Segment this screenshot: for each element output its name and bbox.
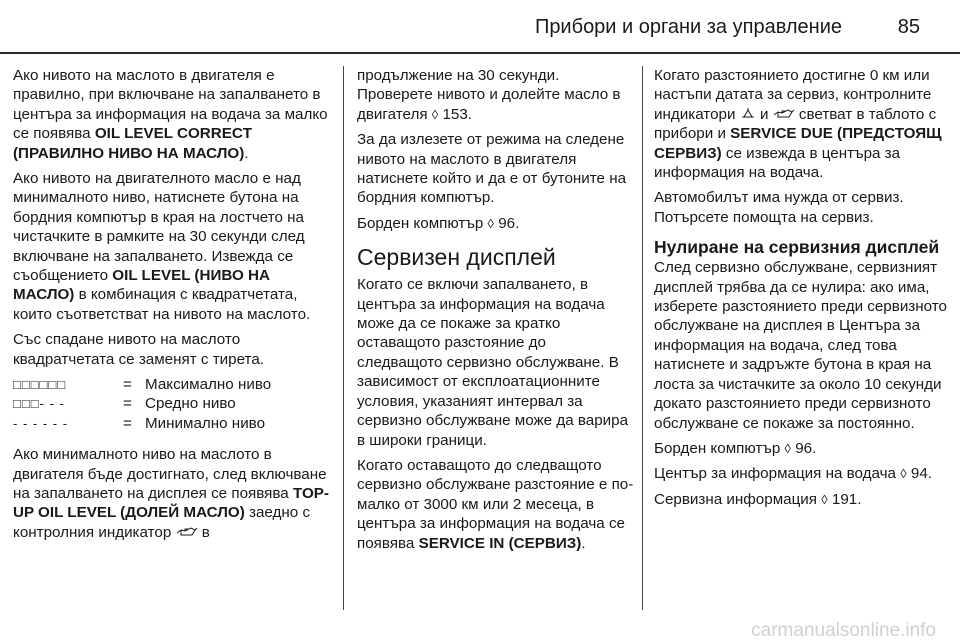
level-label: Максимално ниво [145,376,272,394]
page-ref-icon: ◊ [487,215,494,231]
paragraph: След сервизно обслужване, сервизният дисплей трябва да се нулира: ако има, изберете разстоянието преди сервизното обслужване на дисплея в Центъра за информация на водача, след това натиснете и задръжте бутона в края на лоста за чистачките за около 10 секунди докато разстоянието преди сервизното обслужване се покаже за постоянно. [654,259,948,432]
paragraph: Борден компютър ◊ 96. [357,214,520,232]
column-left [13,66,335,548]
paragraph: Ако минималното ниво на маслото в двигателя бъде достигнато, след включване на запалването на дисплея се появява TOP-UP OIL LEVEL (ДОЛЕЙ МАСЛО) заедно с контролния индикатор в [13,446,329,541]
display-message: OIL LEVEL (НИВО НА МАСЛО) [13,267,270,304]
page-ref-icon: ◊ [431,106,439,122]
page-reference[interactable]: 94 [910,465,928,483]
header-rule [0,52,960,54]
oil-pressure-icon [176,524,198,541]
page-ref-icon: ◊ [900,466,907,482]
level-symbol: □□□□□□ [13,377,67,393]
column-divider [642,66,643,610]
header-title: Прибори и органи за управление [534,16,842,38]
subsection-heading: Нулиране на сервизния дисплей [654,237,940,258]
level-label: Средно ниво [145,395,236,413]
level-label: Минимално ниво [145,414,266,432]
level-symbol: □□□- - - [13,396,65,412]
paragraph: Автомобилът има нужда от сервиз. Потърсете помощта на сервиз. [654,189,904,226]
page-reference[interactable]: 153 [442,105,468,123]
legend-row: □□□□□□ = Максимално ниво [13,376,272,394]
paragraph: Когато разстоянието достигне 0 км или настъпи датата за сервиз, контролните индикатори и светват в таблото с прибори и SERVICE DUE (ПРЕДСТОЯЩ СЕРВИЗ) се извежда в центъра за информация на водача. [654,67,942,182]
page-ref-icon: ◊ [821,491,828,507]
level-symbol: - - - - - - [13,415,69,431]
paragraph: Със спадане нивото на маслото квадратчетата се заменят с тирета. [13,331,265,368]
paragraph: Център за информация на водача ◊ 94. [654,465,933,483]
display-message: SERVICE DUE (ПРЕДСТОЯЩ СЕРВИЗ) [654,125,942,162]
oil-level-legend [13,375,335,433]
paragraph: Борден компютър ◊ 96. [654,439,817,457]
oil-pressure-icon [773,106,795,123]
display-message: OIL LEVEL CORRECT (ПРАВИЛНО НИВО НА МАСЛО) [13,125,253,162]
paragraph: Ако нивото на двигателното масло е над минималното ниво, натиснете бутона на бордния компютър в края на лостчето на чистачките в рамките на 30 секунди след включване на запалването. Извежда се съобщението OIL LEVEL (НИВО НА МАСЛО) в комбинация с квадратчетата, които съответстват на нивото на маслото. [13,170,311,323]
paragraph: Когато се включи запалването, в центъра за информация на водача може да се покаже за кратко оставащото разстояние до следващото сервизно обслужване. В зависимост от експлоатационните условия, указаният интервал за сервизно обслужване може да варира в широки граници. [357,276,629,449]
paragraph: За да излезете от режима на следене нивото на маслото в двигателя натиснете който и да е от бутоните на бордния компютър. [357,131,627,207]
page-ref-icon: ◊ [784,440,791,456]
legend-row: - - - - - - = Минимално ниво [13,414,266,432]
watermark: carmanualsonline.info [751,620,936,641]
section-heading: Сервизен дисплей [357,244,556,271]
paragraph: продължение на 30 секунди. Проверете нивото и долейте масло в двигателя ◊ 153. [357,67,621,123]
paragraph: Сервизна информация ◊ 191. [654,490,862,508]
wrench-icon [740,106,756,123]
page-number: 85 [897,16,920,38]
page-reference[interactable]: 96 [498,214,516,232]
page-reference[interactable]: 191 [831,490,858,508]
paragraph: Ако нивото на маслото в двигателя е правилно, при включване на запалването в центъра за информация на водача за малко се появява OIL LEVEL CORRECT (ПРАВИЛНО НИВО НА МАСЛО). [13,67,328,162]
page-reference[interactable]: 96 [795,439,813,457]
legend-row: □□□- - - = Средно ниво [13,395,236,413]
column-right [654,66,950,515]
page-header [0,0,960,54]
paragraph: Когато оставащото до следващото сервизно обслужване разстояние е по-малко от 3000 км или 2 месеца, в центъра за информация на водача се появява SERVICE IN (СЕРВИЗ). [357,456,634,552]
column-divider [343,66,344,610]
column-middle [357,66,635,559]
display-message: TOP-UP OIL LEVEL (ДОЛЕЙ МАСЛО) [13,485,329,522]
display-message: SERVICE IN (СЕРВИЗ) [418,534,582,552]
